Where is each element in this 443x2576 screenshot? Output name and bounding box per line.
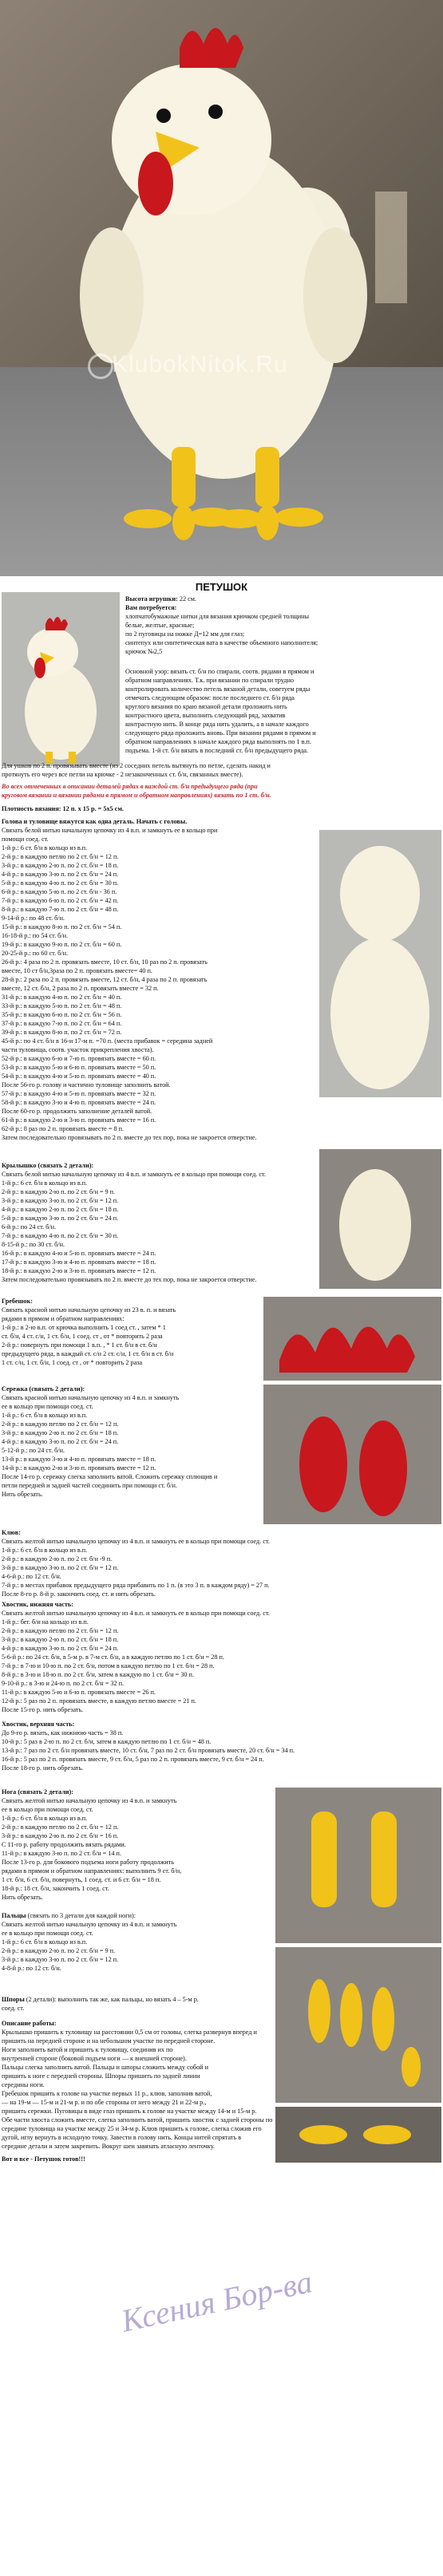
section-toes: Пальцы (связать по 3 детали для каждой ноги): Связать желтой нитью начальную цепочку из 4 в.п. и замкнуть ее в кольцо при помощи соед. ст. 1-й р.: 6 ст. б/н в кольцо из в.п. 2-й р.: в каждую 2-ю п. по 2 ст. б/н = 9 п. 3-й р.: в каждую 3-ю п. по 2 ст. б/н = 12 п. 4-8-й р.: по 12 ст. б/н. <box>2 1912 177 1972</box>
section-comb: Гребешок: Связать красной нитью начальную цепочку из 23 в. п. и вязать рядами в прямом и обратном направлениях: 1-й р.: в 2-ю в.п. от крючка выполнить 1 соед ст. , затем * 1 ст. б/н, 4 ст. с/н, 1 ст. б/н, 1 соед. ст , от * повторить 2 раза 2-й р.: повернуть при помощи 1 в.п. , * 1 ст. б/н в ст. б/н предыдущего ряда, в каждый ст. с/н 2 ст. с/н, 1 ст. б/н в ст. б/н 1 ст. с/н, 1 ст. б/н, 1 соед. ст , от * повторить 2 раза <box>2 1298 176 1366</box>
rooster-small-photo <box>2 592 120 766</box>
section-wattle: Сережка (связать 2 детали): Связать красной нитью начальную цепочку из 4 в.п. и замкнуть ее в кольцо при помощи соед. ст. 1-й р.: 6 ст. б/н в кольцо из в.п. 2-й р.: в каждую петлю по 2 ст. б/н = 12 п. 3-й р.: в каждую 2-ю п. по 2 ст. б/н = 18 п. 4-й р.: в каждую 3-ю п. по 2 ст. б/н = 24 п. 5-12-й р.: по 24 ст. б/н. 13-й р.: в каждую 3-ю и 4-ю п. провязать вместе = 18 п. 14-й р.: в каждую 2-ю и 3-ю п. провязать вместе = 12 п. После 14-го р. сережку слегка заполнить ватой. Сложить сережку сплющив и петли передней и задней частей соединить при помощи ст. б/н. Нить обрезать. <box>2 1385 218 1498</box>
section-spurs: Шпоры (2 детали): выполнить так же, как пальцы, но вязать 4 – 5-м р. соед. ст. <box>2 1996 199 2012</box>
eyes-note: Для ушков по 2 п. провязывать вместе (из 2 соседних петель вытянуть по петле, сделать накид и протянуть его через все петли на крючке - 2 незаконченных ст. б/н, связанных вместе). <box>2 762 271 778</box>
signature: Ксения Бор-ва <box>117 2263 316 2339</box>
section-leg: Нога (связать 2 детали): Связать желтой нитью начальную цепочку из 4 в.п. и замкнуть ее в кольцо при помощи соед. ст. 1-й р.: 6 ст. б/н в кольцо из в.п. 2-й р.: в каждую петлю по 2 ст. б/н = 12 п. 3-й р.: в каждую 2-ю п. по 2 ст. б/н = 16 п. С 11-го р. работу продолжить вязать рядами. 11-й р.: в каждую 3-ю п. по 2 ст. б/н = 14 п. После 13-го р. для бокового подъема ноги работу продолжить рядами в прямом и обратном направлениях: выполнить 9 ст. б/н, 1 ст. б/н, 6 ст. б/н, повернуть, 1 соед. ст. и 6 ст. б/н = 18 п. 18-й р.: 18 ст. б/н, закончить 1 соед. ст. Нить обрезать. <box>2 1788 182 1901</box>
density: Плотность вязания: 12 п. х 15 р. = 5х5 см. <box>2 805 124 812</box>
materials-block: Высота игрушки: 22 см. Вам потребуется: хлопчатобумажные нитки для вязания крючком средней толщины белые, желтые, красные; по 2 пуговицы на ножке Д=12 мм для глаз; синтепух или синтетическая вата в качестве объемного наполнителя; крючок №2,5 <box>125 595 318 655</box>
page-title: ПЕТУШОК <box>195 581 248 593</box>
section-beak: Клюв: Связать желтой нитью начальную цепочку из 4 в.п. и замкнуть ее в кольцо при помощи соед. ст. 1-й р.: 6 ст. б/н в кольцо из в.п. 2-й р.: в каждую 2-ю п. по 2 ст. б/н -9 п. 3-й р.: в каждую 3-ю п. по 2 ст. б/н = 12 п. 4-6-й р.: по 12 ст. б/н. 7-й р.: в местах прибавок предыдущего ряда прибавить по 1 п. (в это 3 п. в каждом ряду) = 27 п. После 8-го р. 8-й р. закончить соед. ст. и нить обрезать. <box>2 1529 270 1598</box>
section-tail-upper: Хвостик, верхняя часть: До 9-го р. вязать, как нижнюю часть = 38 п. 10-й р.: 5 раз в 2-ю п. по 2 ст. б/н, затем в каждую петлю по 1 ст. б/н = 48 п. 13-й р.: 7 раз по 2 ст. б/н провязать вместе, 10 ст. б/н, 7 раз по 2 ст. б/н провязать вместе, 20 ст. б/н = 34 п. 16-й р.: 5 раз по 2 п. провязать вместе, 9 ст. б/н, 5 раз по 2 п. провязать вместе, 9 ст. б/н = 24 п. После 18-го р. нить обрезать. <box>2 1721 295 1772</box>
leg-photo <box>275 1788 441 1943</box>
wing-photo <box>319 1149 441 1289</box>
section-wing: Крылышко (связать 2 детали): Связать белой нитью начальную цепочку из 4 в.п. и замкнуть ее в кольцо при помощи соед. ст. 1-й р.: 6 ст. б/н в кольцо из в.п. 2-й р.: в каждую 2-ю п. по 2 ст. б/н = 9 п. 3-й р.: в каждую 3-ю п. по 2 ст. б/н = 12 п. 4-й р.: в каждую 2-ю п. по 2 ст. б/н = 18 п. 5-й р.: в каждую 3-ю п. по 2 ст. б/н = 24 п. 6-й р.: по 24 ст. б/н. 7-й р.: в каждую 4-ю п. по 2 ст. б/н = 30 п. 8-15-й р.: по 30 ст. б/н. 16-й р.: в каждую 4-ю и 5-ю п. провязать вместе = 24 п. 17-й р.: в каждую 3-ю и 4-ю п. провязать вместе = 18 п. 18-й р.: в каждую 2-ю и 3-ю п. провязать вместе = 12 п. Затем последовательно провязывать по 2 п. вместе до тех пор, пока не закроется отверстие. <box>2 1162 266 1283</box>
spurs-photo <box>275 2107 441 2163</box>
hero-photo <box>0 0 443 576</box>
footer-text: Вот и все - Петушок готов!!! <box>2 2155 85 2163</box>
watermark-icon <box>88 354 113 379</box>
section-head-body: Голова и туловище вяжутся как одна деталь. Начать с головы. Связать белой нитью начальную цепочку из 4 в.п. и замкнуть ее в кольцо при помощи соед. ст. 1-й р.: 6 ст. б/н в кольцо из в.п. 2-й р.: в каждую петлю по 2 ст. б/н = 12 п. 3-й р.: в каждую 2-ю п. по 2 ст. б/н = 18 п. 4-й р.: в каждую 3-ю п. по 2 ст. б/н = 24 п. 5-й р.: в каждую 4-ю п. по 2 ст. б/н = 30 п. 6-й р.: в каждую 5-ю п. по 2 ст. б/н - 36 п. 7-й р.: в каждую 6-ю п. по 2 ст. б/н = 42 п. 8-й р.: в каждую 7-ю п. по 2 ст. б/н = 48 п. 9-14-й р.: по 48 ст. б/н. 15-й р.: в каждую 8-ю п. по 2 ст. б/н = 54 п. 16-18-й р.: по 54 ст. б/н. 19-й р.: в каждую 9-ю п. по 2 ст. б/н = 60 п. 20-25-й р.: по 60 ст. б/н. 26-й р.: 4 раза по 2 п. провязать вместе, 10 ст. б/н, 10 раз по 2 п. провязать вместе, 10 ст б/н,3раза по 2 п. провязать вместе= 40 п. 28-й р.: 2 раза по 2 п. провязать вместе, 12 ст. б/н, 4 раза по 2 п. провязать вместе, 12 ст. б/н, 2 раза по 2 п. провязать вместе = 32 п. 31-й р.: в каждую 4-ю п. по 2 ст. б/н = 40 п. 33-й р.: в каждую 5-ю п. по 2 ст. б/н = 48 п. 35-й р.: в каждую 6-ю п. по 2 ст. б/н = 56 п. 37-й р.: в каждую 7-ю п. по 2 ст. б/н = 64 п. 39-й р.: в каждую 8-ю п. по 2 ст. б/н = 72 п. 45-й р.: по 4 ст. б/н в 16-и 17-м п. =70 п. (места прибавок = середина задней части туловища, соотв. участок прикрепления хвоста). 52-й р.: в каждую 6-ю и 7-ю п. провязать вместе = 60 п. 53-й р.: в каждую 5-ю и 6-ю п. провязать вместе = 50 п. 54-й р.: в каждую 4-ю и 5-ю п. провязать вместе = 40 п. После 56-го р. голову и частично туловище заполнить ватой. 57-й р.: в каждую 4-ю и 5-ю п. провязать вместе = 32 п. 58-й р.: в каждую 3-ю и 4-ю п. провязать вместе = 24 п. После 60-го р. продолжить заполнение деталей ватой. 61-й р.: в каждую 2-ю и 3-ю п. провязать вместе = 16 п. 62-й р.: 8 раз по 2 п. провязать вместе = 8 п. Затем последовательно провязывать по 2 п. вместе до тех пор, пока не закроется отверстие. <box>2 818 257 1141</box>
body-part-photo <box>319 830 441 1097</box>
section-tail-lower: Хвостик, нижняя часть: Связать желтой нитью начальную цепочку из 4 в.п. и замкнуть ее в кольцо при помощи соед. ст. 1-й р.: бег. б/н на кольцо из в.п. 2-й р.: в каждую петлю по 2 ст. б/н = 12 п. 3-й р.: в каждую 2-ю п. по 2 ст. б/н = 18 п. 4-й р.: в каждую 3-ю п. по 2 ст. б/н = 24 п. 5-6-й р.: по 24 ст. б/н, в 5-м р. в 7-м ст. б/н, а в каждую петлю по 1 ст. б/н = 28 п. 7-й р.: в 7-ю и 10-ю п. по 2 ст. б/н, потом в каждую петлю по 1 ст. б/н = 28 п. 8-й р.: в 3-ю и 18-ю п. по 2 ст. б/н, затем в каждую по 1 ст. б/н = 30 п. 9-10-й р.: в 3-ю и 24-ю п. по 2 ст. б/н = 32 п. 11-й р.: в каждую 5-ю и 6-ю п. провязать вместе = 26 п. 12-й р.: 5 раз по 2 п. провязать вместе, в каждую петлю вместе = 21 п. После 15-го р. нить обрезать. <box>2 1601 270 1713</box>
section-assembly: Описание работы: Крылышко пришить к туловищу на расстоянии 0,5 см от головы, слегка развернув вперед и пришить на передней стороне и на небольшом участке по передней стороне. Ноги заполнить ватой и пришить к туловищу, соединив их по внутренней стороне (боковой подъем ноги — к внешней стороне). Пальцы слегка заполнить ватой. Пальцы и шпоры сложить между собой и пришить к ноге с передней стороны. Шпоры пришить по задней линии середины ноги. Гребешок пришить к голове на участке первых 11 р., клюв, заполнив ватой, — на 19-м — 15-м и 21-м р. и по обе стороны от него между 21 и 22-м р., пришить сережки. Пуговицы в виде глаз пришить к голове на участке между 14-м и 15-м р. Обе части хвоста сложить вместе, слегка заполнить ватой, пришить хвостик с задней стороны по середине туловища на участке между 25 и 34-м р. Клюв пришить к голове, слегка сложив его дугой, иглу вернуть в исходную точку. Завести в голову нить. Концы нитей спрятать в середине детали и затем закрепить. Вокруг шеи завязать атласную ленточку. <box>2 2020 273 2150</box>
warning-note: Во всех отмеченных в описании деталей рядах в каждой ст. б/н предыдущего ряда (при круговом вязании и вязании рядами в прямом и обратном направлениях) вязать по 1 ст. б/н. <box>2 783 271 799</box>
note-toes <box>2 1979 273 1988</box>
wattle-photo <box>263 1385 441 1524</box>
watermark: KlubokNitok.Ru <box>112 351 288 377</box>
comb-photo <box>263 1297 441 1381</box>
technique-block: Основной узор: вязать ст. б/н по спирали, соотв. рядами в прямом и обратном направлениях. Т.к. при вязании по спирали трудно контролировать количество петель вязаной детали, советуем ряды отмечать следующим образом: после последнего ст. б/н ряда круглого вязания по краю вязаной детали проложить нить контрастного цвета, выполнить следующий ряд, захватив контрастную нить. В конце ряда нить удалить, а в начале каждого следующего ряда проложить вновь. При вязании рядами в прямом и обратном направлениях в начале каждого ряда выполнять по 1 в.п. подъема. 1-й ст. б/н вязать в последний ст. б/н предыдущего ряда. <box>125 668 316 754</box>
rooster-illustration <box>0 0 443 576</box>
